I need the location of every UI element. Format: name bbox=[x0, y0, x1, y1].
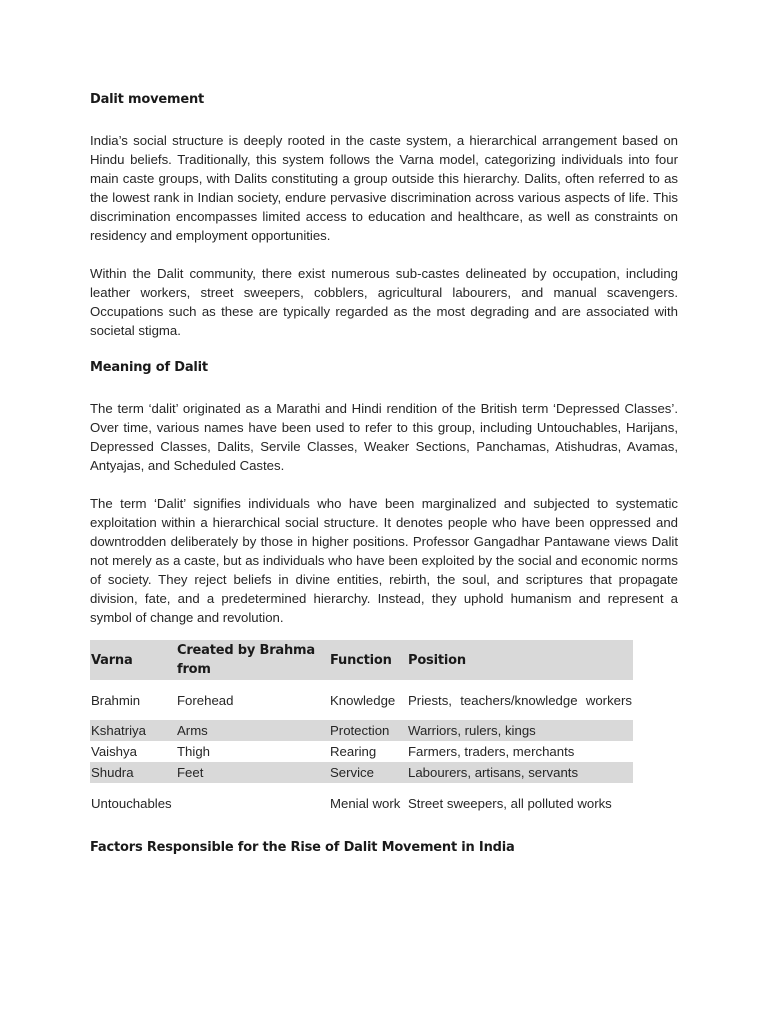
varna-table bbox=[90, 640, 633, 823]
cell-varna: Shudra bbox=[90, 762, 176, 783]
paragraph-social-structure: India’s social structure is deeply rooted in the caste system, a hierarchical arrangement based on Hindu beliefs. Traditionally, this system follows the Varna model, categorizing individuals into four main caste groups, with Dalits constituting a group outside this hierarchy. Dalits, often referred to as the lowest rank in Indian society, endure pervasive discrimination across various aspects of life. This discrimination encompasses limited access to education and healthcare, as well as constraints on residency and employment opportunities. bbox=[90, 133, 678, 243]
cell-position: Street sweepers, all polluted works bbox=[408, 795, 612, 811]
cell-function: Service bbox=[329, 762, 407, 783]
heading-factors: Factors Responsible for the Rise of Dalit Movement in India bbox=[90, 840, 515, 855]
column-header-function: Function bbox=[329, 640, 407, 680]
cell-varna: Untouchables bbox=[91, 795, 172, 811]
paragraph-dalit-community: Within the Dalit community, there exist numerous sub-castes delineated by occupation, including leather workers, street sweepers, cobblers, agricultural labourers, and manual scavengers. Occupations such as these are typically regarded as the most degrading and are associated with societal stigma. bbox=[90, 266, 678, 338]
cell-function: Knowledge bbox=[330, 692, 396, 708]
table-row bbox=[90, 762, 633, 783]
cell-position: Farmers, traders, merchants bbox=[408, 744, 575, 759]
cell-created: Arms bbox=[176, 720, 329, 741]
document-body bbox=[90, 92, 678, 855]
cell-position: Labourers, artisans, servants bbox=[407, 762, 633, 783]
cell-created bbox=[176, 783, 329, 823]
table-row bbox=[90, 680, 633, 720]
cell-varna: Vaishya bbox=[91, 744, 137, 759]
cell-position: Priests, teachers/knowledge workers bbox=[408, 692, 632, 708]
paragraph-term-origin: The term ‘dalit’ originated as a Marathi and Hindi rendition of the British term ‘Depressed Classes’. Over time, various names have been used to refer to this group, including Untouchables, Harijans, Depressed Classes, Dalits, Servile Classes, Weaker Sections, Panchamas, Atishudras, Avamas, Antyajas, and Scheduled Castes. bbox=[90, 401, 678, 473]
cell-function: Rearing bbox=[330, 744, 377, 759]
cell-position: Warriors, rulers, kings bbox=[407, 720, 633, 741]
cell-created: Forehead bbox=[177, 692, 234, 708]
column-header-varna: Varna bbox=[90, 640, 176, 680]
cell-varna: Kshatriya bbox=[90, 720, 176, 741]
column-header-created-by: Created by Brahma from bbox=[176, 640, 329, 680]
paragraph-term-significance: The term ‘Dalit’ signifies individuals who have been marginalized and subjected to systematic exploitation within a hierarchical social structure. It denotes people who have been oppressed and downtrodden deliberately by those in higher positions. Professor Gangadhar Pantawane views Dalit not merely as a caste, but as individuals who have been exploited by the social and economic norms of society. They reject beliefs in divine entities, rebirth, the soul, and scriptures that propagate division, fate, and a predetermined hierarchy. Instead, they uphold humanism and represent a symbol of change and revolution. bbox=[90, 496, 678, 625]
table-row bbox=[90, 783, 633, 823]
table-header-row bbox=[90, 640, 633, 680]
table-row bbox=[90, 741, 633, 762]
heading-dalit-movement: Dalit movement bbox=[90, 92, 205, 107]
cell-created: Thigh bbox=[177, 744, 210, 759]
cell-created: Feet bbox=[176, 762, 329, 783]
heading-meaning-of-dalit: Meaning of Dalit bbox=[90, 360, 208, 375]
cell-varna: Brahmin bbox=[91, 692, 141, 708]
column-header-position: Position bbox=[407, 640, 633, 680]
table-row bbox=[90, 720, 633, 741]
cell-function: Protection bbox=[329, 720, 407, 741]
cell-function: Menial work bbox=[330, 795, 401, 811]
